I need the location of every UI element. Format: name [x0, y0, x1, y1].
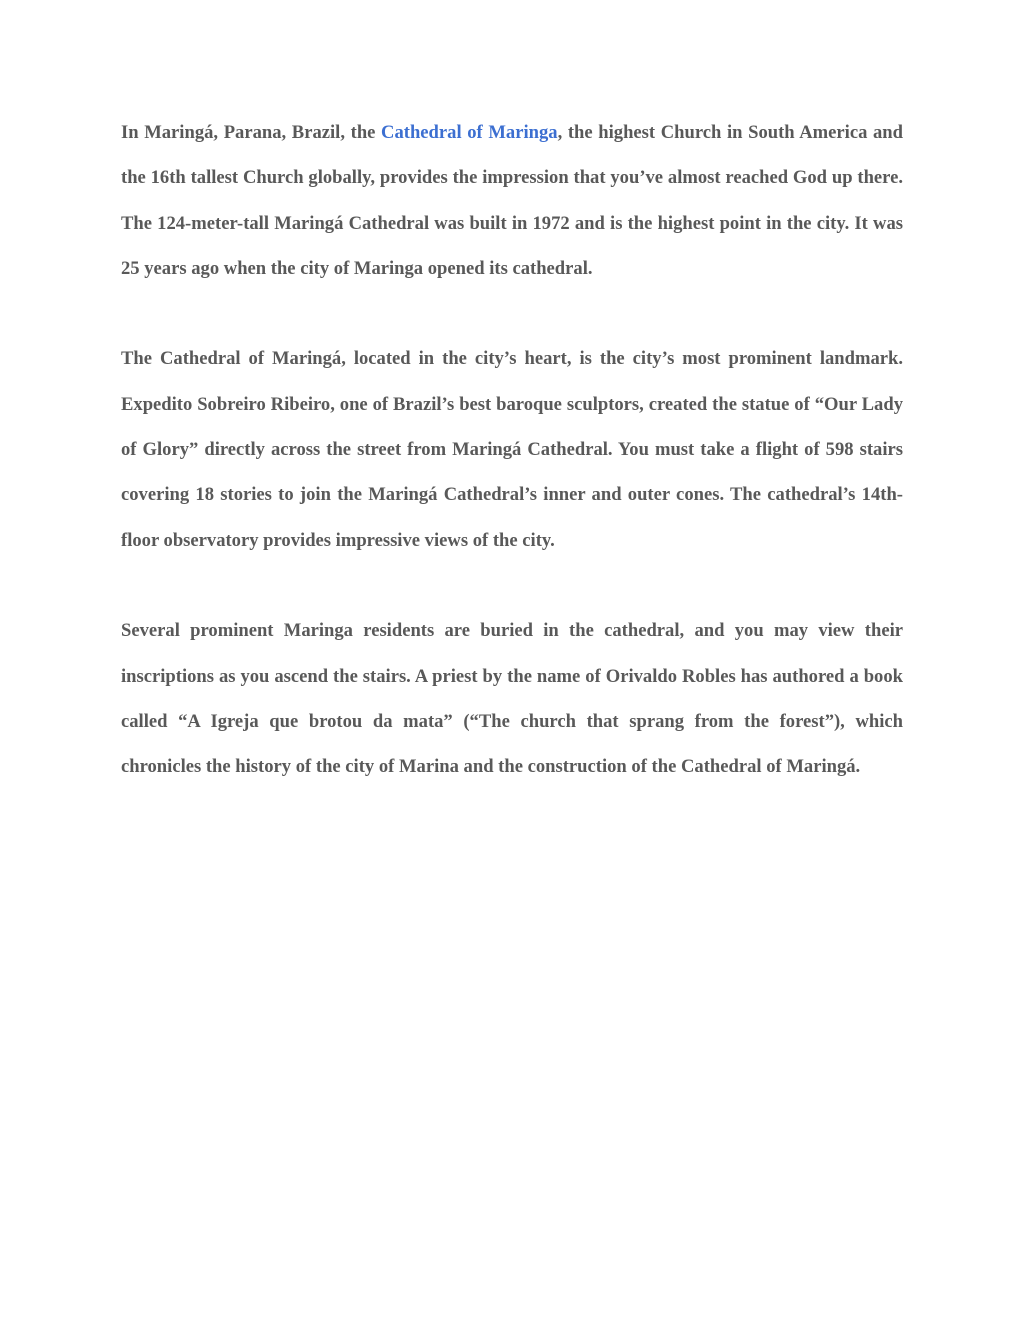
paragraph-intro-text-start: In Maringá, Parana, Brazil, the [121, 122, 382, 143]
paragraph-landmark: The Cathedral of Maringá, located in the city’s heart, is the city’s most prominent landmark. Expedito Sobreiro Ribeiro, one of Brazil’s best baroque sculptors, created the statue of “Our Lady of Glory” directly across the street from Maringá Cathedral. You must take a flight of 598 stairs covering 18 stories to join the Maringá Cathedral’s inner and outer cones. The cathedral’s 14th-floor observatory provides impressive views of the city. [121, 348, 903, 551]
paragraph-intro [121, 110, 903, 291]
paragraph-history: Several prominent Maringa residents are buried in the cathedral, and you may view their inscriptions as you ascend the stairs. A priest by the name of Orivaldo Robles has authored a book called “A Igreja que brotou da mata” (“The church that sprang from the forest”), which chronicles the history of the city of Marina and the construction of the Cathedral of Maringá. [121, 620, 903, 778]
document-body [121, 110, 903, 835]
paragraph-intro-text-end: , the highest Church in South America and the 16th tallest Church globally, provides the impression that you’ve almost reached God up there. The 124-meter-tall Maringá Cathedral was built in 1972 and is the highest point in the city. It was 25 years ago when the city of Maringa opened its cathedral. [121, 122, 903, 279]
cathedral-of-maringa-link[interactable]: Cathedral of Maringa [381, 122, 558, 143]
